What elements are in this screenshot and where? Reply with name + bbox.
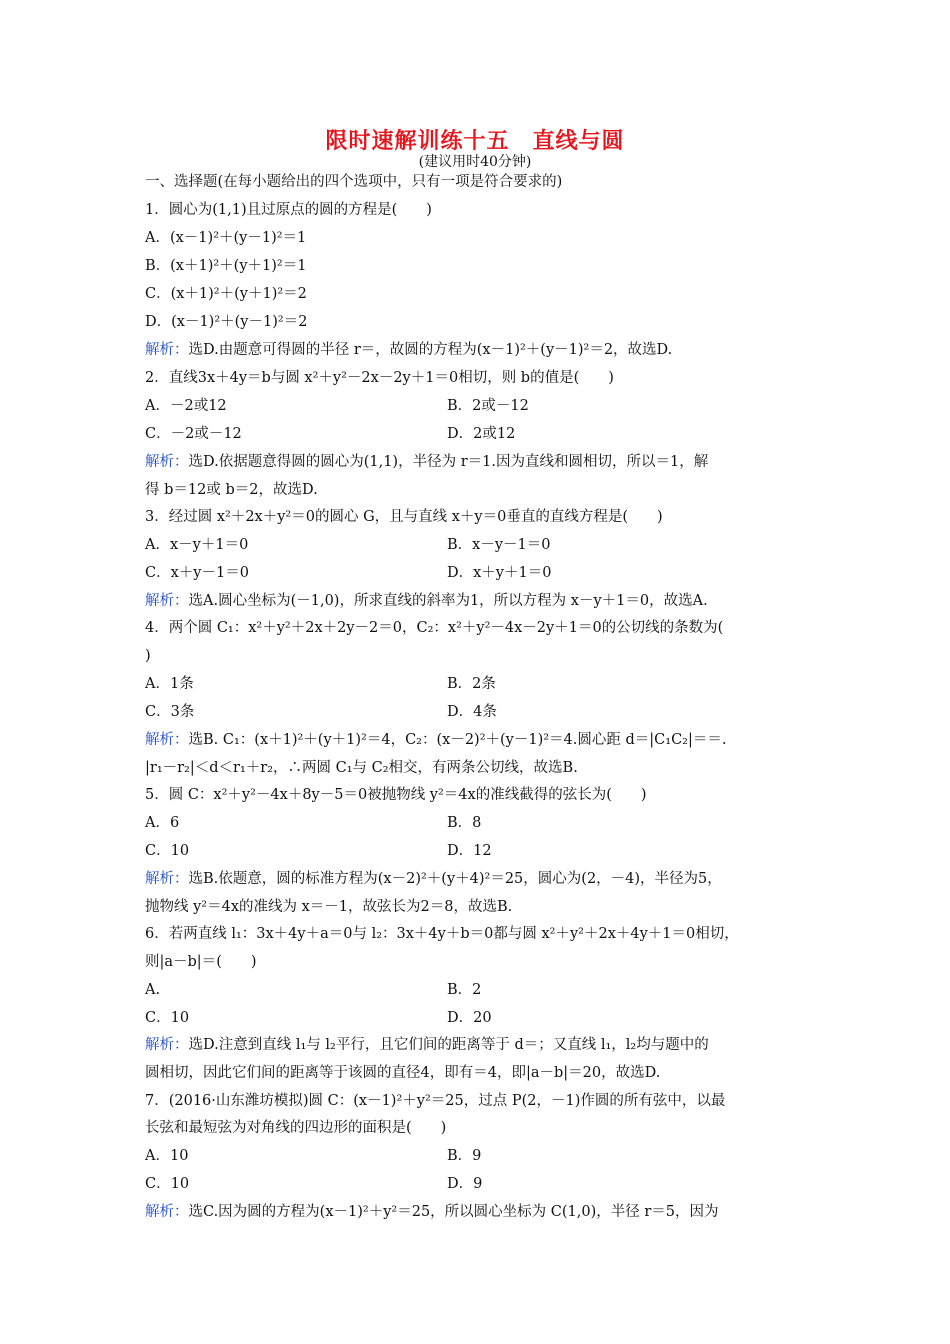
question-5-option-b: B．8 (447, 815, 482, 831)
solution-text: 选B. C₁：(x＋1)²＋(y＋1)²＝4，C₂：(x－2)²＋(y－1)²＝4.圆心距 d＝|C₁C₂|＝＝. (188, 732, 727, 748)
page-title: 限时速解训练十五 直线与圆 (325, 128, 625, 154)
question-7-solution (145, 1202, 719, 1222)
question-2-option-a: A．－2或12 (145, 398, 227, 414)
solution-label: 解析： (145, 1204, 189, 1220)
solution-text: 选C.因为圆的方程为(x－1)²＋y²＝25，所以圆心坐标为 C(1,0)，半径 r＝5，因为 (188, 1204, 719, 1220)
page-subtitle: (建议用时40分钟) (418, 154, 532, 170)
question-2-option-c: C．－2或－12 (145, 426, 242, 442)
solution-text: 选D.注意到直线 l₁与 l₂平行，且它们间的距离等于 d＝；又直线 l₁，l₂均与题中的 (188, 1037, 709, 1053)
question-6-option-d: D．20 (447, 1010, 492, 1026)
solution-text: 选A.圆心坐标为(－1,0)，所求直线的斜率为1，所以方程为 x－y＋1＝0，故选A. (188, 593, 708, 609)
question-5-option-d: D．12 (447, 843, 492, 859)
question-3-solution (145, 591, 708, 611)
question-3-option-a: A．x－y＋1＝0 (145, 537, 249, 553)
question-3-option-c: C．x＋y－1＝0 (145, 565, 249, 581)
question-3-option-d: D．x＋y＋1＝0 (447, 565, 552, 581)
question-3-stem: 3．经过圆 x²＋2x＋y²＝0的圆心 G，且与直线 x＋y＝0垂直的直线方程是( ) (145, 509, 663, 525)
question-2-stem: 2．直线3x＋4y＝b与圆 x²＋y²－2x－2y＋1＝0相切，则 b的值是( ) (145, 370, 614, 386)
solution-label: 解析： (145, 593, 189, 609)
question-6-solution-cont: 圆相切，因此它们间的距离等于该圆的直径4，即有＝4，即|a－b|＝20，故选D. (145, 1065, 661, 1081)
question-1-option-d: D．(x－1)²＋(y－1)²＝2 (145, 314, 308, 330)
question-5-option-a: A．6 (145, 815, 180, 831)
solution-label: 解析： (145, 871, 189, 887)
question-2-solution (145, 452, 708, 472)
solution-text: 选D.依据题意得圆的圆心为(1,1)，半径为 r＝1.因为直线和圆相切，所以＝1，解 (188, 454, 709, 470)
question-6-option-a: A. (145, 982, 161, 998)
question-7-stem-cont: 长弦和最短弦为对角线的四边形的面积是( ) (145, 1120, 447, 1136)
solution-label: 解析： (145, 732, 189, 748)
question-5-option-c: C．10 (145, 843, 190, 859)
question-1-option-a: A．(x－1)²＋(y－1)²＝1 (145, 230, 307, 246)
section-heading: 一、选择题(在每小题给出的四个选项中，只有一项是符合要求的) (145, 174, 563, 190)
question-7-option-b: B．9 (447, 1148, 482, 1164)
question-1-stem: 1．圆心为(1,1)且过原点的圆的方程是( ) (145, 202, 432, 218)
question-2-option-d: D．2或12 (447, 426, 516, 442)
question-4-option-b: B．2条 (447, 676, 496, 692)
question-6-stem: 6．若两直线 l₁：3x＋4y＋a＝0与 l₂：3x＋4y＋b＝0都与圆 x²＋y²＋2x＋4y＋1＝0相切， (145, 926, 739, 942)
question-4-option-a: A．1条 (145, 676, 194, 692)
question-6-stem-cont: 则|a－b|＝( ) (145, 954, 257, 970)
question-4-solution (145, 730, 726, 750)
question-2-solution-cont: 得 b＝12或 b＝2，故选D. (145, 482, 318, 498)
question-1-solution (145, 340, 672, 360)
question-5-stem: 5．圆 C：x²＋y²－4x＋8y－5＝0被抛物线 y²＝4x的准线截得的弦长为( ) (145, 787, 647, 803)
question-5-solution (145, 869, 722, 889)
question-7-option-c: C．10 (145, 1176, 190, 1192)
question-6-option-b: B．2 (447, 982, 482, 998)
question-6-solution (145, 1035, 709, 1055)
question-3-option-b: B．x－y－1＝0 (447, 537, 551, 553)
question-4-stem-cont: ) (145, 648, 151, 664)
question-1-option-c: C．(x＋1)²＋(y＋1)²＝2 (145, 286, 307, 302)
question-4-option-d: D．4条 (447, 704, 497, 720)
question-2-option-b: B．2或－12 (447, 398, 529, 414)
question-7-stem: 7．(2016·山东潍坊模拟)圆 C：(x－1)²＋y²＝25，过点 P(2，－1)作圆的所有弦中，以最 (145, 1093, 726, 1109)
question-4-solution-cont: |r₁－r₂|＜d＜r₁＋r₂，∴两圆 C₁与 C₂相交，有两条公切线，故选B. (145, 760, 578, 776)
solution-label: 解析： (145, 1037, 189, 1053)
question-4-stem: 4．两个圆 C₁：x²＋y²＋2x＋2y－2＝0，C₂：x²＋y²－4x－2y＋1＝0的公切线的条数为( (145, 620, 724, 636)
question-7-option-a: A．10 (145, 1148, 189, 1164)
question-5-solution-cont: 抛物线 y²＝4x的准线为 x＝－1，故弦长为2＝8，故选B. (145, 899, 513, 915)
solution-label: 解析： (145, 342, 189, 358)
solution-text: 选D.由题意可得圆的半径 r＝，故圆的方程为(x－1)²＋(y－1)²＝2，故选D. (188, 342, 673, 358)
question-7-option-d: D．9 (447, 1176, 483, 1192)
question-1-option-b: B．(x＋1)²＋(y＋1)²＝1 (145, 258, 307, 274)
solution-label: 解析： (145, 454, 189, 470)
question-4-option-c: C．3条 (145, 704, 195, 720)
solution-text: 选B.依题意，圆的标准方程为(x－2)²＋(y＋4)²＝25，圆心为(2，－4)，半径为5， (188, 871, 722, 887)
question-6-option-c: C．10 (145, 1010, 190, 1026)
